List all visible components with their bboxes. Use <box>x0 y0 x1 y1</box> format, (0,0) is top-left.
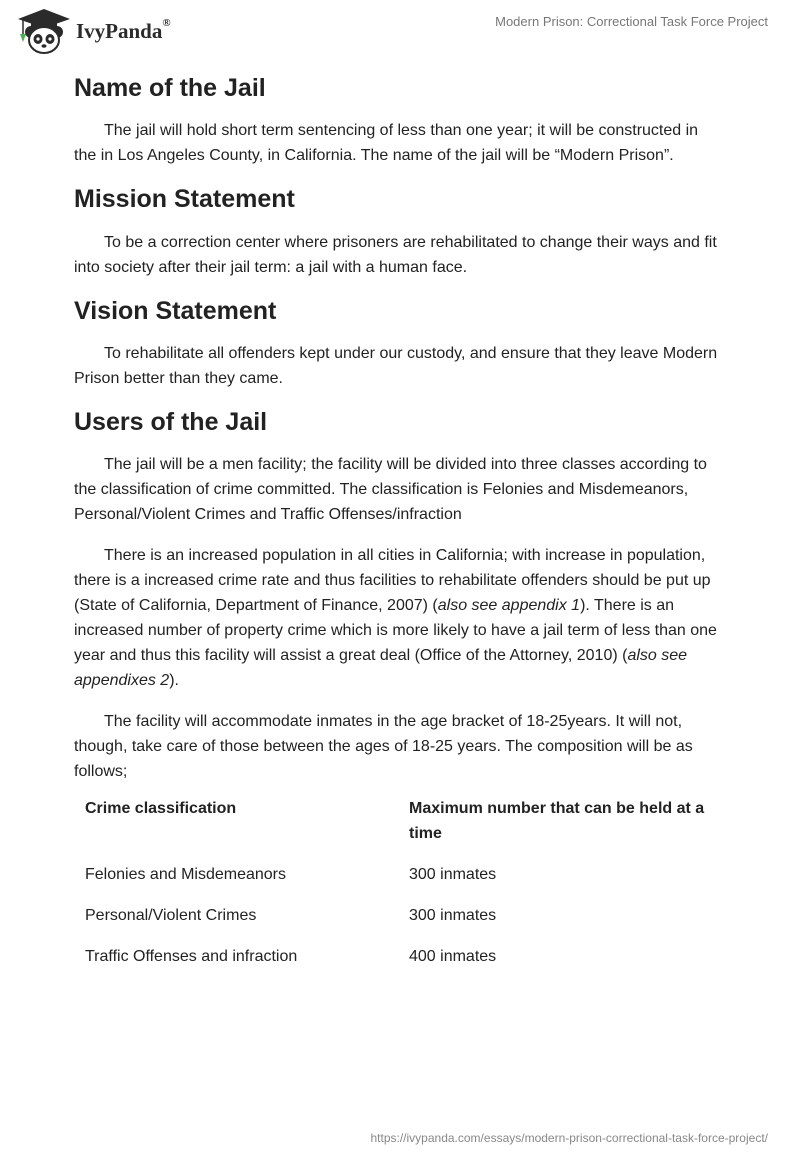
section-heading: Vision Statement <box>74 296 277 325</box>
table-row <box>85 944 715 969</box>
section-vision-statement <box>74 296 724 391</box>
section-heading: Mission Statement <box>74 185 295 214</box>
text-run: There is an increased population in all cities in California; with increase in population, there is a increased crime rate and thus facilities to rehabilitate offenders should be put up (State of California, Department of Finance, 2007) ( <box>74 547 711 614</box>
table-cell: Traffic Offenses and infraction <box>85 948 298 965</box>
table-row <box>85 862 715 887</box>
paragraph: The facility will accommodate inmates in the age bracket of 18-25years. It will not, though, take care of those between the ages of 18-25 years. The composition will be as follows; <box>74 713 693 780</box>
table-header-row <box>85 796 715 846</box>
composition-table <box>85 796 715 969</box>
table-cell: Felonies and Misdemeanors <box>85 866 286 883</box>
ivypanda-logo[interactable] <box>14 8 171 54</box>
appendix-reference: also see appendixes 2 <box>74 647 688 689</box>
paragraph: To be a correction center where prisoners are rehabilitated to change their ways and fit into society after their jail term: a jail with a human face. <box>74 233 717 276</box>
table-cell: 300 inmates <box>409 907 497 924</box>
table-header-cell: Maximum number that can be held at a time <box>409 800 705 842</box>
essay-body <box>74 70 724 985</box>
table-cell: 400 inmates <box>409 948 497 965</box>
paragraph: To rehabilitate all offenders kept under our custody, and ensure that they leave Modern Prison better than they came. <box>74 344 718 387</box>
text-run: ). There is an increased number of property crime which is more likely to have a jail term of less than one year and thus this facility will assist a great deal (Office of the Attorney, 2010) ( <box>74 597 717 664</box>
document-title: Modern Prison: Correctional Task Force Project <box>495 14 768 29</box>
paragraph-with-citations <box>74 543 724 693</box>
paragraph: The jail will hold short term sentencing of less than one year; it will be constructed in the in Los Angeles County, in California. The name of the jail will be “Modern Prison”. <box>74 122 699 165</box>
section-heading: Name of the Jail <box>74 74 266 102</box>
paragraph: The jail will be a men facility; the facility will be divided into three classes according to the classification of crime committed. The classification is Felonies and Misdemeanors, Personal/Violent Crimes and Traffic Offenses/infraction <box>74 456 707 523</box>
section-users-of-jail <box>74 407 724 969</box>
brand-name: IvyPanda® <box>76 16 171 43</box>
table-cell: 300 inmates <box>409 866 497 883</box>
section-name-of-jail <box>74 73 724 168</box>
panda-graduate-icon <box>14 8 74 54</box>
source-url-link[interactable]: https://ivypanda.com/essays/modern-prison-correctional-task-force-project/ <box>370 1131 768 1145</box>
page-header <box>0 0 800 60</box>
section-heading: Users of the Jail <box>74 407 268 436</box>
table-row <box>85 903 715 928</box>
text-run: ). <box>169 672 179 689</box>
section-mission-statement <box>74 184 724 279</box>
table-header-cell: Crime classification <box>85 800 237 817</box>
appendix-reference: also see appendix 1 <box>437 597 581 614</box>
table-cell: Personal/Violent Crimes <box>85 907 257 924</box>
